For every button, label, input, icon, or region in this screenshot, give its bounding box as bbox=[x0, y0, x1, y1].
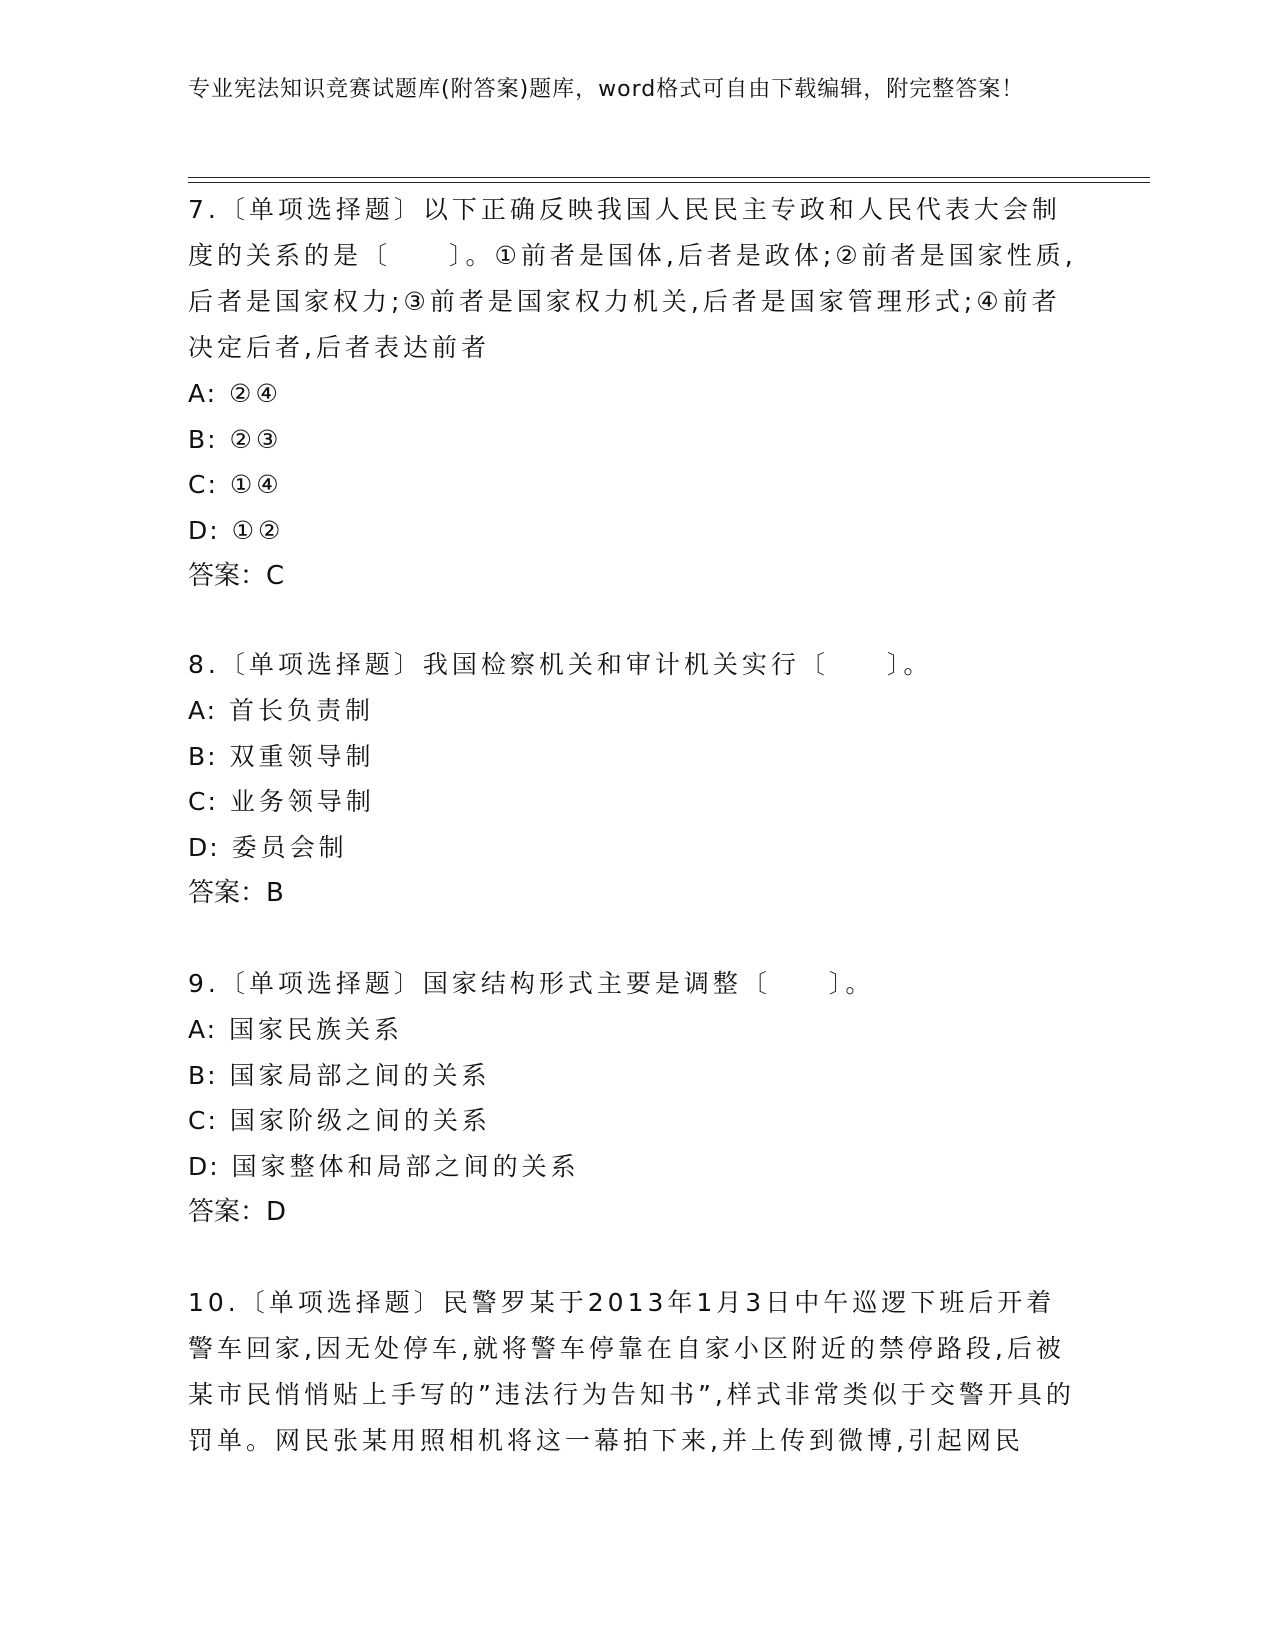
option-text: 首长负责制 bbox=[229, 696, 375, 725]
question-7 bbox=[188, 187, 1078, 599]
option-d bbox=[188, 825, 1078, 871]
answer-line: 答案：D bbox=[188, 1197, 287, 1227]
option-key: D: bbox=[188, 1151, 220, 1181]
question-stem: 8.〔单项选择题〕我国检察机关和审计机关实行〔 〕。 bbox=[188, 650, 933, 679]
option-key: A: bbox=[188, 696, 218, 725]
option-c bbox=[188, 462, 1078, 508]
option-d bbox=[188, 1144, 1078, 1190]
option-text: ①② bbox=[231, 515, 285, 545]
option-text: 业务领导制 bbox=[229, 787, 375, 816]
option-text: 国家局部之间的关系 bbox=[229, 1060, 491, 1090]
header-note: 专业宪法知识竞赛试题库(附答案)题库，word格式可自由下载编辑，附完整答案！ bbox=[188, 77, 1025, 102]
answer-line: 答案：B bbox=[188, 878, 284, 908]
question-stem: 7.〔单项选择题〕以下正确反映我国人民民主专政和人民代表大会制度的关系的是〔 〕。①前者是国体,后者是政体;②前者是国家性质,后者是国家权力;③前者是国家权力机关,后者是国家管理形式;④前者决定后者,后者表达前者 bbox=[188, 195, 1077, 362]
question-stem: 10.〔单项选择题〕民警罗某于2013年1月3日中午巡逻下班后开着警车回家,因无处停车,就将警车停靠在自家小区附近的禁停路段,后被某市民悄悄贴上手写的”违法行为告知书”,样式非常类似于交警开具的罚单。网民张某用照相机将这一幕拍下来,并上传到微博,引起网民 bbox=[188, 1288, 1075, 1455]
option-d bbox=[188, 508, 1078, 554]
option-c bbox=[188, 779, 1078, 825]
option-b bbox=[188, 734, 1078, 780]
option-key: C: bbox=[188, 787, 218, 816]
option-key: A: bbox=[188, 379, 218, 408]
option-text: 国家民族关系 bbox=[229, 1015, 404, 1044]
option-text: ①④ bbox=[229, 470, 283, 499]
answer-line: 答案：C bbox=[188, 561, 285, 591]
option-key: D: bbox=[188, 832, 220, 862]
option-key: D: bbox=[188, 515, 220, 545]
option-text: 国家阶级之间的关系 bbox=[229, 1106, 491, 1135]
option-c bbox=[188, 1098, 1078, 1144]
option-key: B: bbox=[188, 741, 218, 771]
option-text: ②③ bbox=[229, 424, 283, 454]
option-key: C: bbox=[188, 1106, 218, 1135]
header-divider-line bbox=[188, 177, 1150, 178]
option-text: ②④ bbox=[229, 379, 282, 408]
option-a bbox=[188, 688, 1078, 734]
option-b bbox=[188, 417, 1078, 463]
option-text: 双重领导制 bbox=[229, 741, 375, 771]
option-text: 国家整体和局部之间的关系 bbox=[231, 1151, 580, 1181]
option-b bbox=[188, 1053, 1078, 1099]
option-key: B: bbox=[188, 1060, 218, 1090]
option-text: 委员会制 bbox=[231, 832, 348, 862]
option-a bbox=[188, 1007, 1078, 1053]
header-divider-line-double bbox=[188, 182, 1150, 183]
question-8 bbox=[188, 642, 1078, 916]
question-9 bbox=[188, 961, 1078, 1235]
question-stem: 9.〔单项选择题〕国家结构形式主要是调整〔 〕。 bbox=[188, 969, 875, 998]
option-key: B: bbox=[188, 424, 218, 454]
option-key: A: bbox=[188, 1015, 218, 1044]
option-key: C: bbox=[188, 470, 218, 499]
option-a bbox=[188, 371, 1078, 417]
question-10 bbox=[188, 1280, 1078, 1464]
